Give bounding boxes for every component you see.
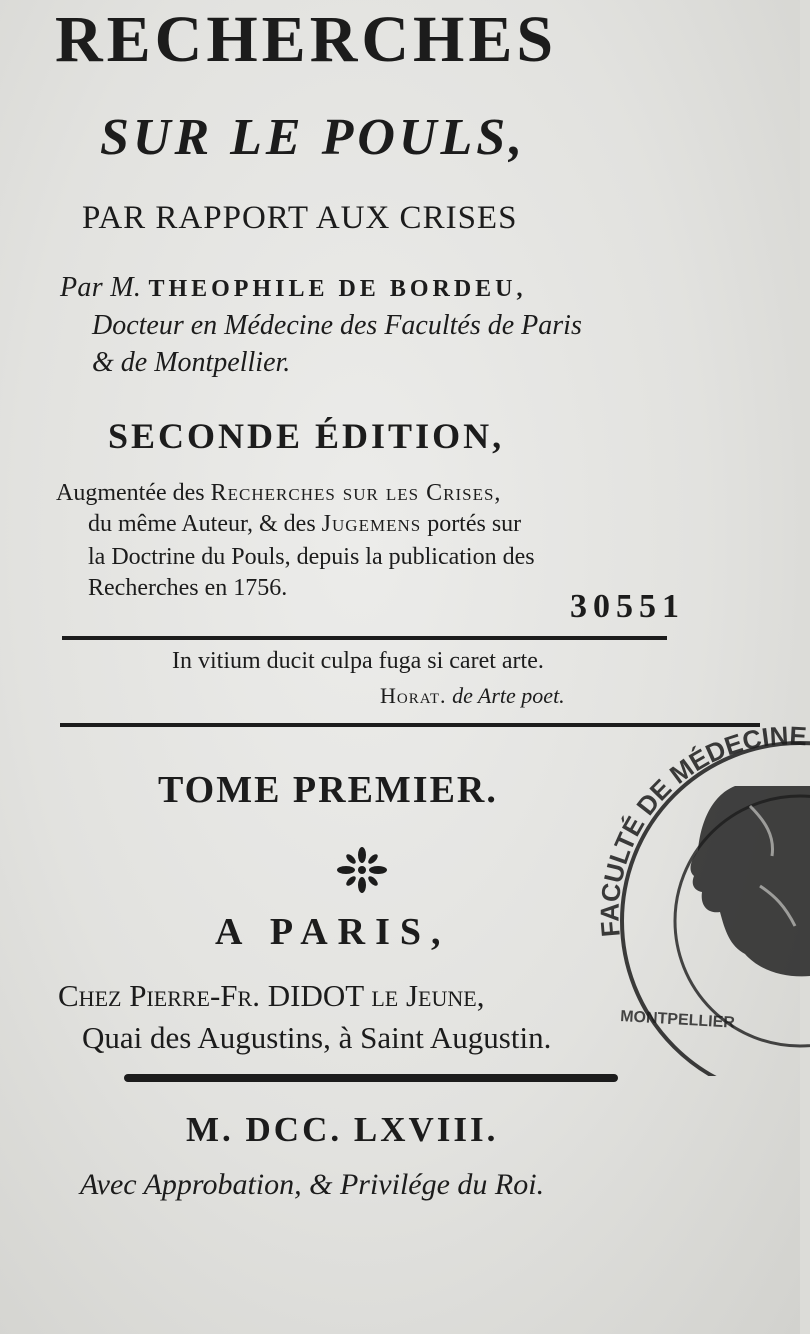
description-smallcaps: Jugemens <box>321 511 422 537</box>
author-line-1 <box>60 272 680 304</box>
shelfmark-number: 30551 <box>570 588 685 625</box>
title-line-3: PAR RAPPORT AUX CRISES <box>82 200 518 236</box>
motto-quote: In vitium ducit culpa fuga si caret arte. <box>172 648 544 674</box>
description-line-2 <box>88 511 678 538</box>
description-line-4: Recherches en 1756. <box>88 575 288 601</box>
divider-rule-thick <box>124 1074 618 1082</box>
title-line-1: RECHERCHES <box>55 3 558 76</box>
author-prefix: Par M. <box>60 272 142 303</box>
divider-rule <box>62 636 667 640</box>
description-line-1 <box>56 480 676 507</box>
description-line-3: la Doctrine du Pouls, depuis la publication des <box>88 544 535 570</box>
imprint-city: A PARIS, <box>215 911 451 953</box>
imprint-address: Quai des Augustins, à Saint Augustin. <box>82 1020 552 1055</box>
fleuron-ornament-icon <box>335 845 389 895</box>
stamp-text: FACULTÉ DE MÉDECINE <box>594 720 808 939</box>
description-text: Augmentée des <box>56 480 205 506</box>
privilege-statement: Avec Approbation, & Privilége du Roi. <box>80 1168 545 1201</box>
publisher-suffix: le Jeune, <box>371 978 485 1013</box>
title-line-2: SUR LE POULS, <box>100 109 527 166</box>
publication-date: M. DCC. LXVIII. <box>186 1110 499 1149</box>
description-text: portés sur <box>427 511 522 537</box>
edition-statement: SECONDE ÉDITION, <box>108 416 505 456</box>
stamp-bottom-text: MONTPELLIER <box>619 1008 736 1032</box>
description-text: du même Auteur, & des <box>88 511 316 537</box>
motto-work: de Arte poet. <box>452 683 565 708</box>
publisher-prefix: Chez Pierre-Fr. <box>58 978 260 1013</box>
author-name: THEOPHILE DE BORDEU, <box>148 276 527 302</box>
library-stamp-seal-icon <box>560 686 810 1076</box>
description-smallcaps: Recherches sur les Crises, <box>210 480 502 506</box>
motto-author: Horat. <box>380 683 447 708</box>
volume-label: TOME PREMIER. <box>158 769 498 811</box>
author-line-2: Docteur en Médecine des Facultés de Paris <box>92 310 582 341</box>
publisher-name: DIDOT <box>267 978 364 1013</box>
author-line-3: & de Montpellier. <box>92 347 291 378</box>
svg-text:MONTPELLIER <box>620 1008 736 1032</box>
